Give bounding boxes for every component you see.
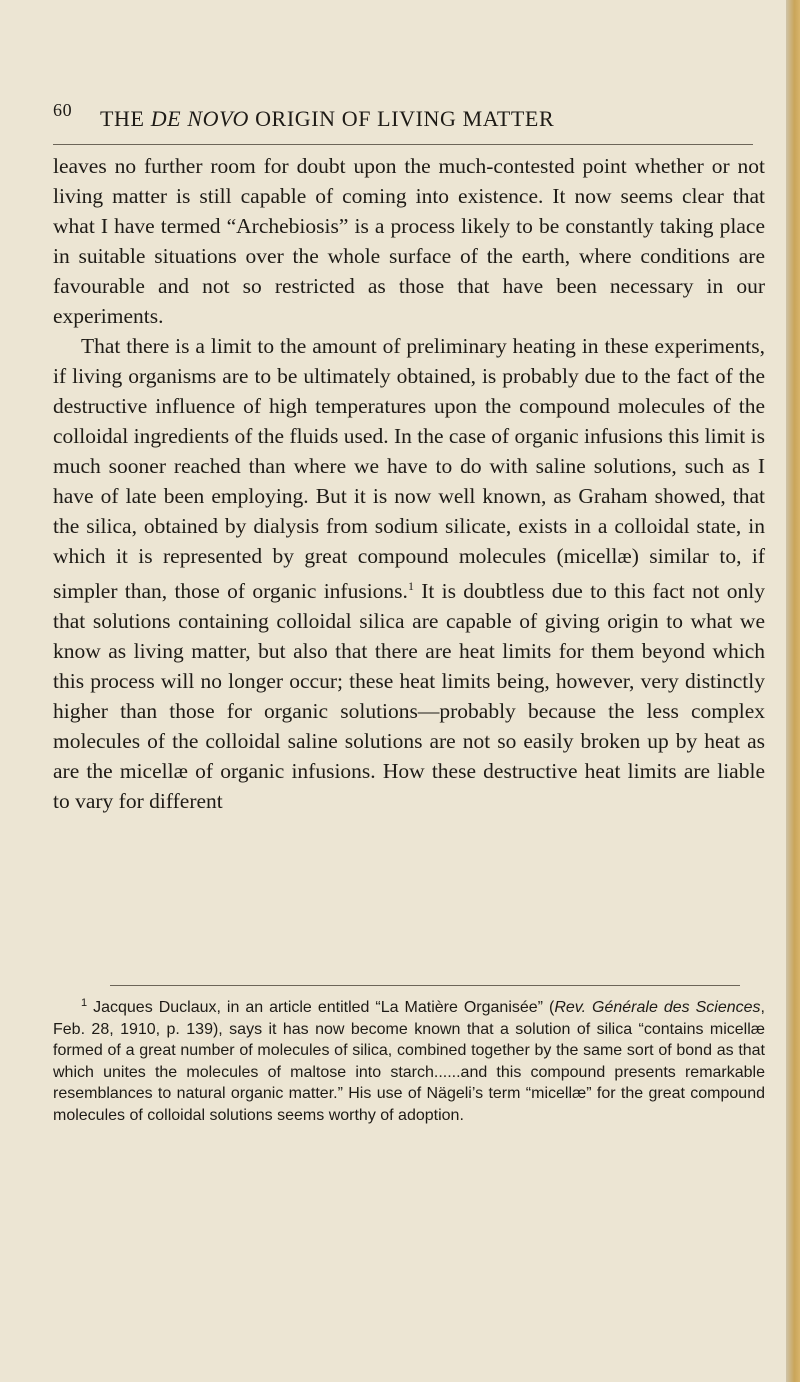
page-number: 60 (53, 100, 73, 120)
footnote-reference: 1 (407, 579, 414, 593)
running-title (100, 106, 554, 132)
title-prefix: THE (100, 106, 145, 131)
paragraph-2-text-a: That there is a limit to the amount of preliminary heating in these experiments, if living organisms are to be ultimately obtained, is probably due to the fact of the destructive influence of high temperatures upon the compound molecules of the colloidal ingredients of the fluids used. In the case of organic infusions this limit is much sooner reached than where we have to do with saline solutions, such as I have of late been employing. But it is now well known, as Graham showed, that the silica, obtained by dialysis from sodium silicate, exists in a colloidal state, in which it is represented by great compound molecules (micellæ) similar to, if simpler than, those of organic infusions. (53, 334, 765, 603)
footnote-rule (110, 985, 740, 986)
paragraph-1: leaves no further room for doubt upon the much-contested point whether or not living matter is still capable of coming into existence. It now seems clear that what I have termed “Archebiosis” is a process likely to be constantly taking place in suitable situations over the whole surface of the earth, where conditions are favourable and not so restricted as those that have been necessary in our experiments. (53, 154, 765, 328)
footnote (53, 993, 765, 1126)
header-rule (53, 144, 753, 145)
main-text (53, 151, 765, 816)
footnote-mark: 1 (81, 997, 88, 1009)
paragraph-2 (53, 331, 765, 816)
footnote-text-b: , Feb. 28, 1910, p. 139), says it has now become known that a solution of silica “contains micellæ formed of a great number of molecules of silica, combined together by the same sort of bond as that which unites the molecules of maltose into starch......and this compound presents remarkable resemblances to natural organic matter.” His use of Nägeli’s term “micellæ” for the great compound molecules of colloidal solutions seems worthy of adoption. (53, 999, 765, 1124)
page-edge (786, 0, 800, 1382)
footnote-journal: Rev. Générale des Sciences (554, 999, 761, 1016)
title-suffix: ORIGIN OF LIVING MATTER (255, 106, 555, 131)
footnote-text-a: Jacques Duclaux, in an article entitled “La Matière Organisée” ( (87, 999, 555, 1016)
running-header (53, 100, 753, 138)
paragraph-2-text-b: It is doubtless due to this fact not only that solutions containing colloidal silica are capable of giving origin to what we know as living matter, but also that there are heat limits for them beyond which this process will no longer occur; these heat limits being, however, very distinctly higher than those for organic solutions—probably because the less complex molecules of the colloidal saline solutions are not so easily broken up by heat as are the micellæ of organic infusions. How these destructive heat limits are liable to vary for different (53, 579, 766, 813)
title-italic: DE NOVO (150, 106, 249, 131)
